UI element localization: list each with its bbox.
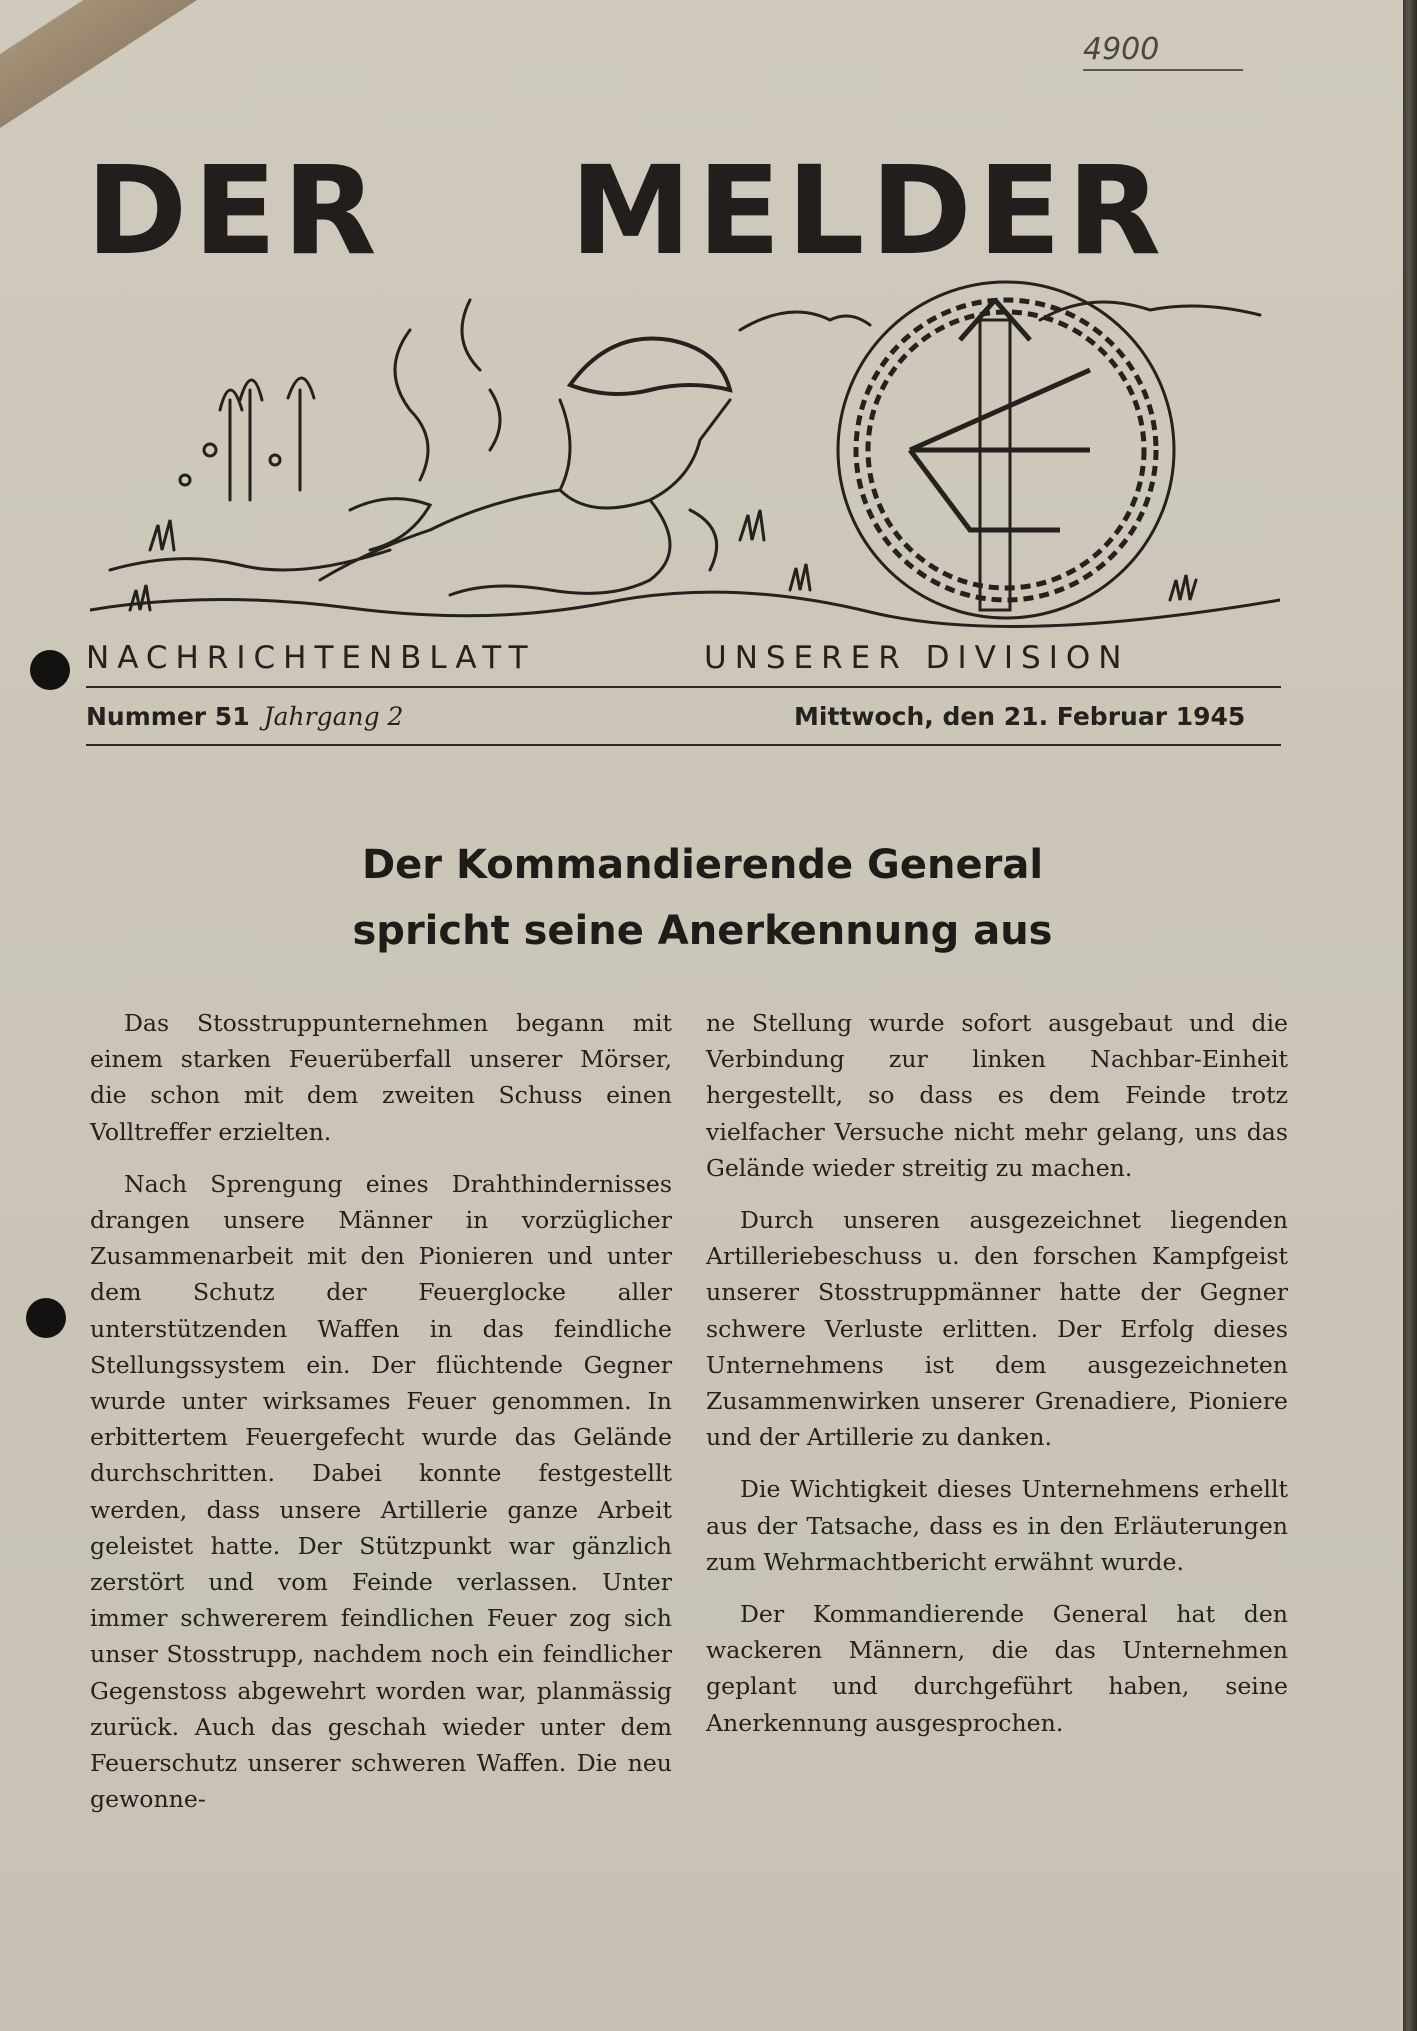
col1-paragraph-2: Nach Sprengung eines Drahthindernisses drangen unsere Männer in vorzüglicher Zusammenarbeit mit den Pionieren und unter dem Schutz der Feuerglocke aller unterstützenden Waffen in das feindliche Stellungssystem ein. Der flüchtende Gegner wurde unter wirksames Feuer genommen. In erbittertem Feuergefecht wurde das Gelände durchschritten. Dabei konnte festgestellt werden, dass unsere Artillerie ganze Arbeit geleistet hatte. Der Stützpunkt war gänzlich zerstört und vom Feinde verlassen. Unter immer schwererem feindlichen Feuer zog sich unser Stosstrupp, nachdem noch ein feindlicher Gegenstoss abgewehrt worden war, planmässig zurück. Auch das geschah wieder unter dem Feuerschutz unserer schweren Waffen. Die neu gewonne- xyxy=(90,1169,672,1814)
article-column-2 xyxy=(706,1005,1288,1757)
masthead-illustration xyxy=(90,250,1280,645)
headline-line2: spricht seine Anerkennung aus xyxy=(352,908,1053,954)
masthead-title-part2: MELDER xyxy=(570,140,1168,282)
issue-number xyxy=(86,702,403,731)
headline-line1: Der Kommandierende General xyxy=(361,842,1044,888)
issue-number-text: Nummer 51 xyxy=(86,702,250,731)
issue-year: Jahrgang 2 xyxy=(263,702,404,731)
article-headline xyxy=(200,832,1205,964)
masthead-title-part1: DER xyxy=(86,140,383,282)
rule-bottom xyxy=(86,744,1281,746)
issue-date: Mittwoch, den 21. Februar 1945 xyxy=(794,702,1246,731)
subtitle-left: NACHRICHTENBLATT xyxy=(86,640,536,676)
col1-paragraph-1: Das Stosstruppunternehmen begann mit einem starken Feuerüberfall unserer Mörser, die schon mit dem zweiten Schuss einen Volltreffer erzielten. xyxy=(90,1009,672,1146)
col2-paragraph-2: Durch unseren ausgezeichnet liegenden Artilleriebeschuss u. den forschen Kampfgeist unserer Stosstruppmänner hatte der Gegner schwere Verluste erlitten. Der Erfolg dieses Unternehmens ist dem ausgezeichneten Zusammenwirken unserer Grenadiere, Pioniere und der Artillerie zu danken. xyxy=(706,1206,1288,1452)
punch-hole-top xyxy=(30,650,70,690)
col2-paragraph-3: Die Wichtigkeit dieses Unternehmens erhellt aus der Tatsache, dass es in den Erläuterungen zum Wehrmachtbericht erwähnt wurde. xyxy=(706,1475,1288,1576)
division-emblem xyxy=(838,282,1174,618)
col2-paragraph-1: ne Stellung wurde sofort ausgebaut und die Verbindung zur linken Nachbar-Einheit hergestellt, so dass es dem Feinde trotz vielfacher Versuche nicht mehr gelang, uns das Gelände wieder streitig zu machen. xyxy=(706,1009,1288,1182)
ground-line xyxy=(90,592,1280,626)
handwritten-catalog-number: 4900 xyxy=(1083,32,1243,71)
article-column-1 xyxy=(90,1005,672,1833)
rule-top xyxy=(86,686,1281,688)
subtitle-right: UNSERER DIVISION xyxy=(704,640,1130,676)
col2-paragraph-4: Der Kommandierende General hat den wackeren Männern, die das Unternehmen geplant und durchgeführt haben, seine Anerkennung ausgesprochen. xyxy=(706,1600,1288,1737)
page-edge-shadow xyxy=(1403,0,1417,2031)
punch-hole-bottom xyxy=(26,1298,66,1338)
